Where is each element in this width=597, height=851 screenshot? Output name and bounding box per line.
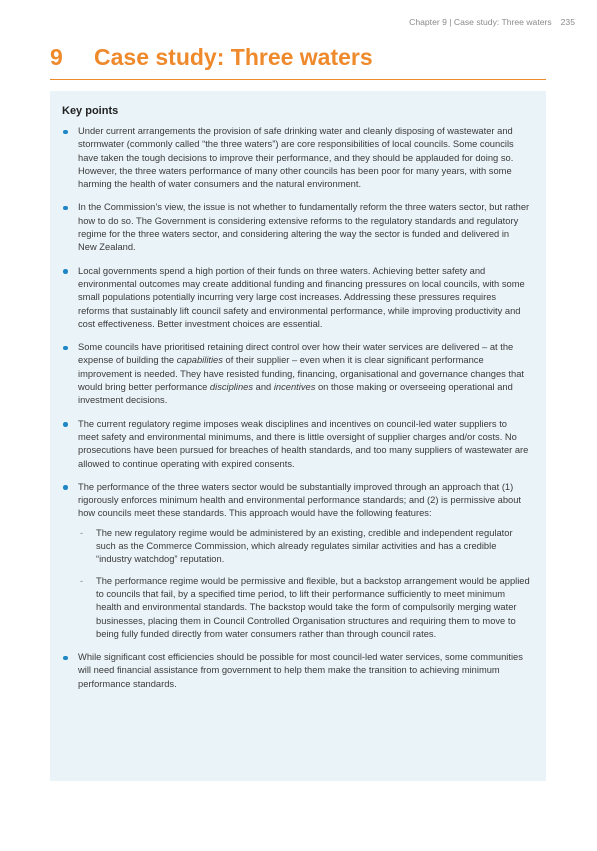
key-point-5: The current regulatory regime imposes weak disciplines and incentives on council-led water suppliers to meet safety and environmental minimums, and there is little oversight of supplier charges and/or costs. No prosecutions have been pursued for breaches of health standards, and too many suppliers of wastewater are allowed to continue operating with expired consents. <box>62 418 530 471</box>
key-point-4-text-b: of their supplier – even when it is clear significant performance improvement is needed. They have resisted funding, financing, organisational and governance changes that would bring better performance <box>78 355 525 393</box>
key-point-4-text-c: and <box>253 382 274 393</box>
title-divider <box>50 79 546 80</box>
chapter-title <box>50 44 373 71</box>
feature-item-2: - The performance regime would be permissive and flexible, but a backstop arrangement would be applied to councils that fail, by a specified time period, to lift their performance sufficiently to meet minimum health and environmental standards. The backstop would take the form of compulsorily merging water businesses, placing them in Council Controlled Organisation structures and requiring them to move to being fully funded directly from water consumers rather than through council rates. <box>78 575 530 641</box>
running-header <box>409 17 575 27</box>
key-points-heading: Key points <box>62 105 119 117</box>
key-point-7: While significant cost efficiencies should be possible for most council-led water services, some communities will need financial assistance from government to help them make the transition to achieving minimum performance standards. <box>62 651 530 691</box>
key-point-3: Local governments spend a high portion of their funds on three waters. Achieving better safety and environmental outcomes may create additional funding and financing pressures on local councils, with some small populations potentially incurring very large cost increases. Addressing these pressures requires reforms that sustainably lift council safety and environmental performance, while improving productivity and cost effectiveness. Better investment choices are essential. <box>62 265 530 331</box>
key-point-4 <box>62 341 530 407</box>
key-point-4-emphasis-incentives: incentives <box>273 382 316 393</box>
key-point-4-emphasis-disciplines: disciplines <box>209 382 254 393</box>
key-point-6 <box>62 481 530 641</box>
chapter-number: 9 <box>50 44 63 70</box>
key-points-box <box>50 91 546 781</box>
key-point-6-features <box>78 527 530 641</box>
key-point-2: In the Commission’s view, the issue is not whether to fundamentally reform the three waters sector, but rather how to do so. The Government is considering extensive reforms to the regulatory standards and regulatory regime for the three waters sector, and considering altering the way the sector is funded and delivered in New Zealand. <box>62 201 530 254</box>
key-points-list <box>62 125 530 691</box>
page-number: 235 <box>560 17 575 27</box>
running-title: Chapter 9 | Case study: Three waters <box>409 17 552 27</box>
key-point-4-emphasis-capabilities: capabilities <box>176 355 223 366</box>
feature-item-1: - The new regulatory regime would be administered by an existing, credible and independent regulator such as the Commerce Commission, which already regulates similar activities and has a credible “industry watchdog” reputation. <box>78 527 530 567</box>
key-point-4-text-a: Some councils have prioritised retaining direct control over how their water services are delivered – at the expense of building the <box>78 342 514 366</box>
key-point-1: Under current arrangements the provision of safe drinking water and cleanly disposing of wastewater and stormwater (commonly called “the three waters”) are core responsibilities of local councils. Some councils have taken the tough decisions to improve their performance, and they should be applauded for doing so. However, the three waters performance of many other councils has been poor for many years, with some harming the health of water consumers and the natural environment. <box>62 125 530 191</box>
key-point-6-text: The performance of the three waters sector would be substantially improved through an approach that (1) rigorously enforces minimum health and environmental performance standards; and (2) is permissive about how councils meet these standards. This approach would have the following features: <box>78 481 522 519</box>
chapter-title-text: Case study: Three waters <box>94 44 373 70</box>
key-point-4-text-d: on those making or overseeing operational and investment decisions. <box>78 382 513 406</box>
